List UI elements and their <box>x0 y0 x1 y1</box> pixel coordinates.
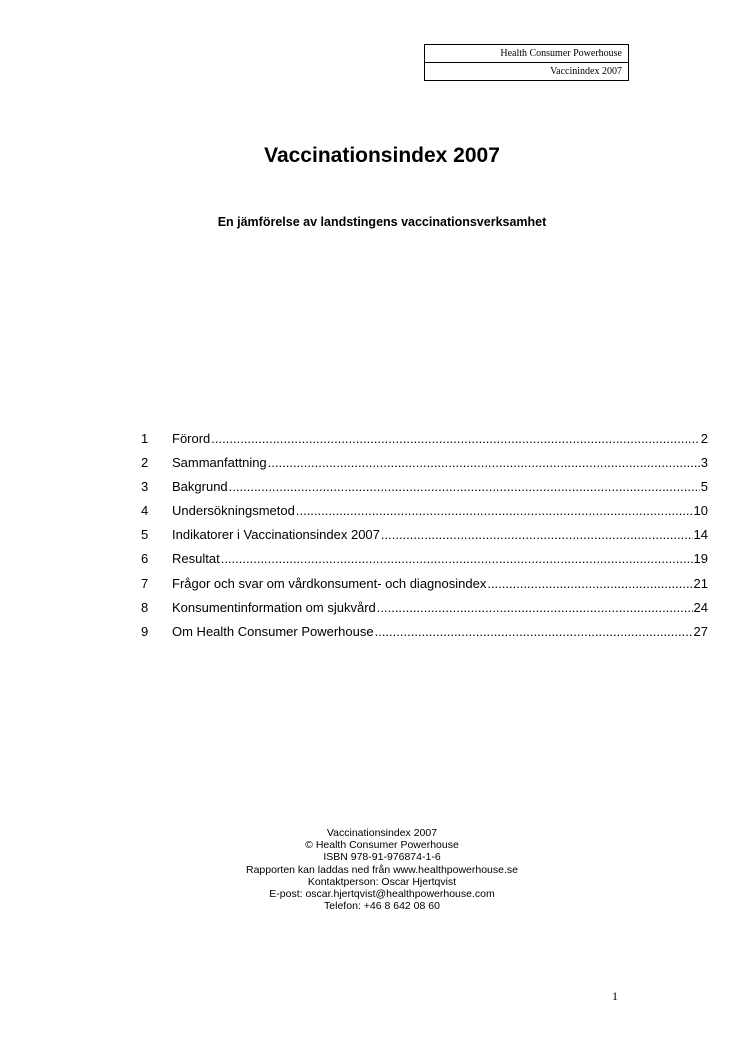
toc-entry-page: 21 <box>693 575 708 591</box>
table-of-contents <box>141 430 708 647</box>
header-doc-title: Vaccinindex 2007 <box>425 62 628 80</box>
toc-entry[interactable] <box>141 599 708 623</box>
toc-entry-page: 14 <box>693 527 708 543</box>
colophon-email: E-post: oscar.hjertqvist@healthpowerhouse.com <box>269 888 495 901</box>
colophon <box>0 827 746 912</box>
toc-dot-leader <box>487 575 692 593</box>
toc-entry-page: 2 <box>700 431 708 446</box>
colophon-copyright: © Health Consumer Powerhouse <box>305 839 459 852</box>
toc-entry-title: Förord <box>172 431 211 446</box>
toc-entry-number: 1 <box>141 431 149 446</box>
toc-entry[interactable] <box>141 454 708 478</box>
toc-entry-title: Konsumentinformation om sjukvård <box>172 599 376 615</box>
colophon-title: Vaccinationsindex 2007 <box>326 827 438 839</box>
document-title: Vaccinationsindex 2007 <box>264 144 500 167</box>
toc-entry-number: 2 <box>141 455 149 471</box>
toc-dot-leader <box>229 478 700 496</box>
toc-entry-page: 27 <box>693 623 708 639</box>
colophon-contact: Kontaktperson: Oscar Hjertqvist <box>307 875 457 888</box>
toc-entry-number: 3 <box>141 479 149 495</box>
toc-entry-number: 9 <box>141 623 149 639</box>
toc-entry[interactable] <box>141 550 708 574</box>
toc-entry-number: 5 <box>141 527 149 543</box>
toc-entry[interactable] <box>141 478 708 502</box>
document-subtitle: En jämförelse av landstingens vaccinationsverksamhet <box>217 215 547 229</box>
toc-entry-number: 7 <box>141 575 149 591</box>
toc-entry-number: 4 <box>141 503 149 519</box>
toc-entry[interactable] <box>141 430 708 454</box>
running-header-box <box>424 44 629 81</box>
toc-entry[interactable] <box>141 526 708 550</box>
toc-dot-leader <box>377 599 693 617</box>
toc-entry-title: Indikatorer i Vaccinationsindex 2007 <box>172 527 380 543</box>
toc-entry-number: 6 <box>141 551 149 567</box>
toc-entry-page: 10 <box>693 503 708 519</box>
toc-dot-leader <box>221 550 693 568</box>
toc-dot-leader <box>375 623 693 641</box>
colophon-phone: Telefon: +46 8 642 08 60 <box>324 900 440 913</box>
page-number: 1 <box>612 989 618 1003</box>
toc-entry-title: Bakgrund <box>172 479 228 495</box>
toc-entry[interactable] <box>141 575 708 599</box>
header-org: Health Consumer Powerhouse <box>500 48 622 59</box>
toc-entry-title: Resultat <box>172 551 220 567</box>
colophon-isbn: ISBN 978-91-976874-1-6 <box>323 851 441 864</box>
toc-entry[interactable] <box>141 502 708 526</box>
toc-entry-title: Undersökningsmetod <box>172 503 295 519</box>
toc-entry-page: 3 <box>700 455 708 471</box>
toc-entry-number: 8 <box>141 599 149 615</box>
toc-entry-page: 19 <box>693 551 708 567</box>
colophon-download: Rapporten kan laddas ned från www.healthpowerhouse.se <box>245 863 518 876</box>
toc-entry-title: Om Health Consumer Powerhouse <box>172 623 374 639</box>
toc-entry-page: 24 <box>693 599 708 615</box>
toc-dot-leader <box>296 502 693 520</box>
toc-dot-leader <box>211 430 699 448</box>
toc-entry-title: Sammanfattning <box>172 455 267 471</box>
toc-entry-title: Frågor och svar om vårdkonsument- och diagnosindex <box>172 575 487 591</box>
toc-entry-page: 5 <box>700 479 708 495</box>
toc-dot-leader <box>268 454 700 472</box>
toc-dot-leader <box>381 526 693 544</box>
toc-entry[interactable] <box>141 623 708 647</box>
